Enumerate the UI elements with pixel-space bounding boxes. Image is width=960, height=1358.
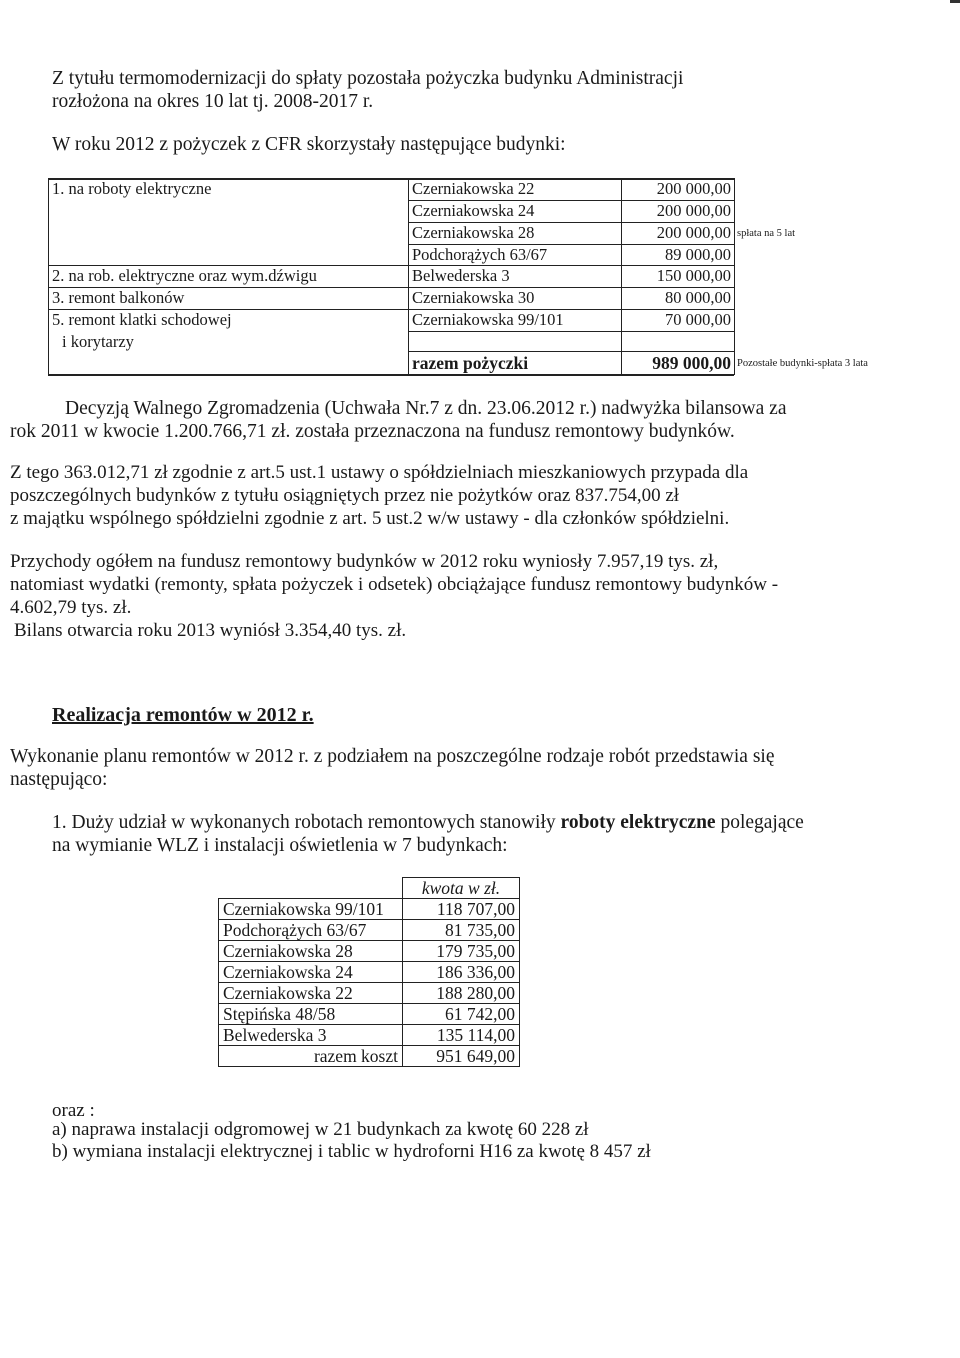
loans-rule — [48, 374, 734, 376]
item1-line-1 — [52, 811, 804, 834]
table-row — [219, 1004, 520, 1025]
loan-note: spłata na 5 lat — [737, 228, 796, 239]
loan-address: Czerniakowska 30 — [412, 288, 535, 307]
income-line-3: 4.602,79 tys. zł. — [10, 597, 132, 618]
intro-line-1: Z tytułu termomodernizacji do spłaty pozostała pożyczka budynku Administracji — [52, 68, 684, 89]
cost-amount: 118 707,00 — [403, 899, 520, 920]
loan-amount: 70 000,00 — [665, 310, 731, 329]
table-row — [219, 899, 520, 920]
loan-address: Belwederska 3 — [412, 266, 510, 285]
table-row — [219, 941, 520, 962]
table-row — [219, 962, 520, 983]
costs-table — [218, 877, 520, 1067]
income-line-1: Przychody ogółem na fundusz remontowy budynków w 2012 roku wyniosły 7.957,19 tys. zł, — [10, 551, 719, 572]
loans-rule — [408, 351, 734, 352]
decision-line-2: rok 2011 w kwocie 1.200.766,71 zł. została przeznaczona na fundusz remontowy budynków. — [10, 421, 735, 442]
cost-address: Czerniakowska 24 — [219, 962, 403, 983]
loans-rule — [734, 178, 735, 375]
intro-line-3: W roku 2012 z pożyczek z CFR skorzystały następujące budynki: — [52, 134, 566, 155]
item1-prefix: 1. Duży udział w wykonanych robotach remontowych stanowiły — [52, 812, 561, 833]
execution-line-2: następująco: — [10, 769, 108, 790]
loans-total-note: Pozostałe budynki-spłata 3 lata — [737, 358, 868, 369]
table-row — [219, 1025, 520, 1046]
cost-address: Podchorążych 63/67 — [219, 920, 403, 941]
section-title: Realizacja remontów w 2012 r. — [52, 704, 314, 726]
loan-amount: 200 000,00 — [656, 223, 731, 242]
loan-purpose: 1. na roboty elektryczne — [52, 179, 212, 198]
table-row — [219, 1046, 520, 1067]
loan-purpose: 3. remont balkonów — [52, 288, 185, 307]
intro-line-2: rozłożona na okres 10 lat tj. 2008-2017 r. — [52, 91, 374, 112]
extras-label: oraz : — [52, 1100, 95, 1121]
cost-amount: 179 735,00 — [403, 941, 520, 962]
loan-address: Podchorążych 63/67 — [412, 245, 548, 264]
allocation-line-2: poszczególnych budynków z tytułu osiągniętych przez nie pożytków oraz 837.754,00 zł — [10, 485, 680, 506]
loans-rule — [621, 178, 622, 375]
extras-item-b: b) wymiana instalacji elektrycznej i tablic w hydroforni H16 za kwotę 8 457 zł — [52, 1141, 651, 1162]
loan-amount: 80 000,00 — [665, 288, 731, 307]
loans-rule — [48, 178, 49, 375]
table-row — [219, 983, 520, 1004]
costs-header-blank — [219, 878, 403, 899]
cost-amount: 81 735,00 — [403, 920, 520, 941]
allocation-line-3: z majątku wspólnego spółdzielni zgodnie z art. 5 ust.2 w/w ustawy - dla członków spółdzielni. — [10, 508, 730, 529]
item1-bold: roboty elektryczne — [560, 812, 716, 833]
loan-amount: 200 000,00 — [656, 179, 731, 198]
loans-total-amount: 989 000,00 — [652, 353, 731, 373]
loans-rule — [408, 178, 409, 375]
loan-amount: 150 000,00 — [656, 266, 731, 285]
cost-address: Czerniakowska 28 — [219, 941, 403, 962]
cost-amount: 135 114,00 — [403, 1025, 520, 1046]
cost-amount: 61 742,00 — [403, 1004, 520, 1025]
execution-line-1: Wykonanie planu remontów w 2012 r. z podziałem na poszczególne rodzaje robót przedstawia się — [10, 746, 775, 767]
loan-address: Czerniakowska 99/101 — [412, 310, 564, 329]
loans-total-label: razem pożyczki — [412, 353, 529, 373]
cost-address: Czerniakowska 22 — [219, 983, 403, 1004]
costs-total-amount: 951 649,00 — [403, 1046, 520, 1067]
table-row — [219, 920, 520, 941]
income-line-4: Bilans otwarcia roku 2013 wyniósł 3.354,40 tys. zł. — [14, 620, 407, 641]
cost-amount: 186 336,00 — [403, 962, 520, 983]
loan-amount: 89 000,00 — [665, 245, 731, 264]
allocation-line-1: Z tego 363.012,71 zł zgodnie z art.5 ust.1 ustawy o spółdzielniach mieszkaniowych przypada dla — [10, 462, 749, 483]
income-line-2: natomiast wydatki (remonty, spłata pożyczek i odsetek) obciążające fundusz remontowy budynków - — [10, 574, 779, 595]
cost-address: Stępińska 48/58 — [219, 1004, 403, 1025]
cost-amount: 188 280,00 — [403, 983, 520, 1004]
loan-purpose: 2. na rob. elektryczne oraz wym.dźwigu — [52, 266, 317, 285]
item1-line-2: na wymianie WLZ i instalacji oświetlenia w 7 budynkach: — [52, 835, 508, 856]
costs-header: kwota w zł. — [403, 878, 520, 899]
loans-rule — [408, 331, 734, 332]
loan-address: Czerniakowska 24 — [412, 201, 535, 220]
loan-amount: 200 000,00 — [656, 201, 731, 220]
extras-item-a: a) naprawa instalacji odgromowej w 21 budynkach za kwotę 60 228 zł — [52, 1119, 589, 1140]
scan-edge-mark — [950, 0, 960, 3]
item1-suffix: polegające — [715, 812, 804, 833]
loan-purpose-continued: i korytarzy — [62, 332, 134, 351]
decision-line-1: Decyzją Walnego Zgromadzenia (Uchwała Nr.7 z dn. 23.06.2012 r.) nadwyżka bilansowa za — [65, 398, 787, 419]
loan-address: Czerniakowska 28 — [412, 223, 535, 242]
loan-address: Czerniakowska 22 — [412, 179, 535, 198]
cost-address: Czerniakowska 99/101 — [219, 899, 403, 920]
loan-purpose: 5. remont klatki schodowej — [52, 310, 232, 329]
cost-address: Belwederska 3 — [219, 1025, 403, 1046]
costs-total-label: razem koszt — [219, 1046, 403, 1067]
